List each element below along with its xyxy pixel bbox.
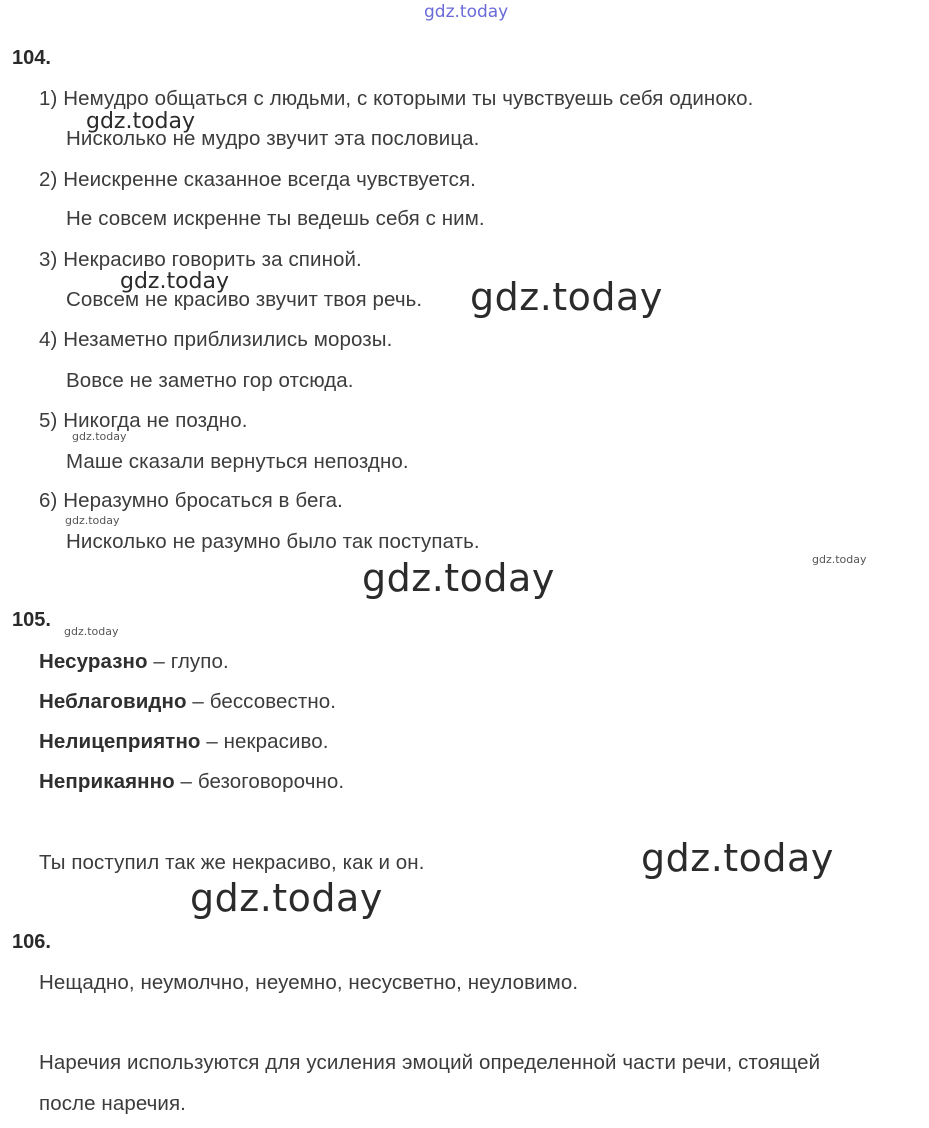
word-list: Нещадно, неумолчно, неуемно, несусветно, неуловимо.	[39, 971, 579, 994]
definition-line	[39, 650, 229, 674]
definition-line	[39, 690, 336, 714]
definition: – некрасиво.	[200, 730, 329, 753]
answer-line: Нисколько не мудро звучит эта пословица.	[66, 127, 480, 150]
watermark: gdz.today	[362, 556, 555, 600]
answer-line: 4) Незаметно приблизились морозы.	[39, 328, 393, 351]
answer-line: 1) Немудро общаться с людьми, с которыми ты чувствуешь себя одиноко.	[39, 87, 754, 110]
term: Неприкаянно	[39, 770, 175, 793]
definition-line	[39, 770, 344, 794]
watermark: gdz.today	[64, 625, 119, 638]
answer-line: 5) Никогда не поздно.	[39, 409, 248, 432]
definition: – глупо.	[147, 650, 229, 673]
explanation-line: Наречия используются для усиления эмоций определенной части речи, стоящей	[39, 1051, 821, 1074]
term: Неблаговидно	[39, 690, 187, 713]
watermark: gdz.today	[72, 430, 127, 443]
term: Несуразно	[39, 650, 148, 673]
watermark: gdz.today	[65, 514, 120, 527]
watermark: gdz.today	[812, 553, 867, 566]
watermark: gdz.today	[120, 269, 230, 294]
definition: – безоговорочно.	[174, 770, 345, 793]
definition: – бессовестно.	[186, 690, 337, 713]
watermark: gdz.today	[190, 876, 383, 920]
exercise-number: 106.	[12, 931, 51, 953]
answer-line: 3) Некрасиво говорить за спиной.	[39, 248, 362, 271]
exercise-number: 105.	[12, 609, 51, 631]
answer-line: 2) Неискренне сказанное всегда чувствуется.	[39, 168, 476, 191]
explanation-line: после наречия.	[39, 1092, 186, 1115]
answer-line: 6) Неразумно бросаться в бега.	[39, 489, 343, 512]
watermark-top: gdz.today	[424, 2, 509, 22]
answer-line: Нисколько не разумно было так поступать.	[66, 530, 480, 553]
definition-line	[39, 730, 329, 754]
answer-line: Совсем не красиво звучит твоя речь.	[66, 288, 423, 311]
watermark: gdz.today	[641, 836, 834, 880]
answer-line: Не совсем искренне ты ведешь себя с ним.	[66, 207, 485, 230]
answer-line: Маше сказали вернуться непоздно.	[66, 450, 409, 473]
watermark: gdz.today	[470, 275, 663, 319]
example-sentence: Ты поступил так же некрасиво, как и он.	[39, 851, 425, 874]
answer-line: Вовсе не заметно гор отсюда.	[66, 369, 354, 392]
watermark: gdz.today	[86, 109, 196, 134]
exercise-number: 104.	[12, 47, 51, 69]
term: Нелицеприятно	[39, 730, 201, 753]
